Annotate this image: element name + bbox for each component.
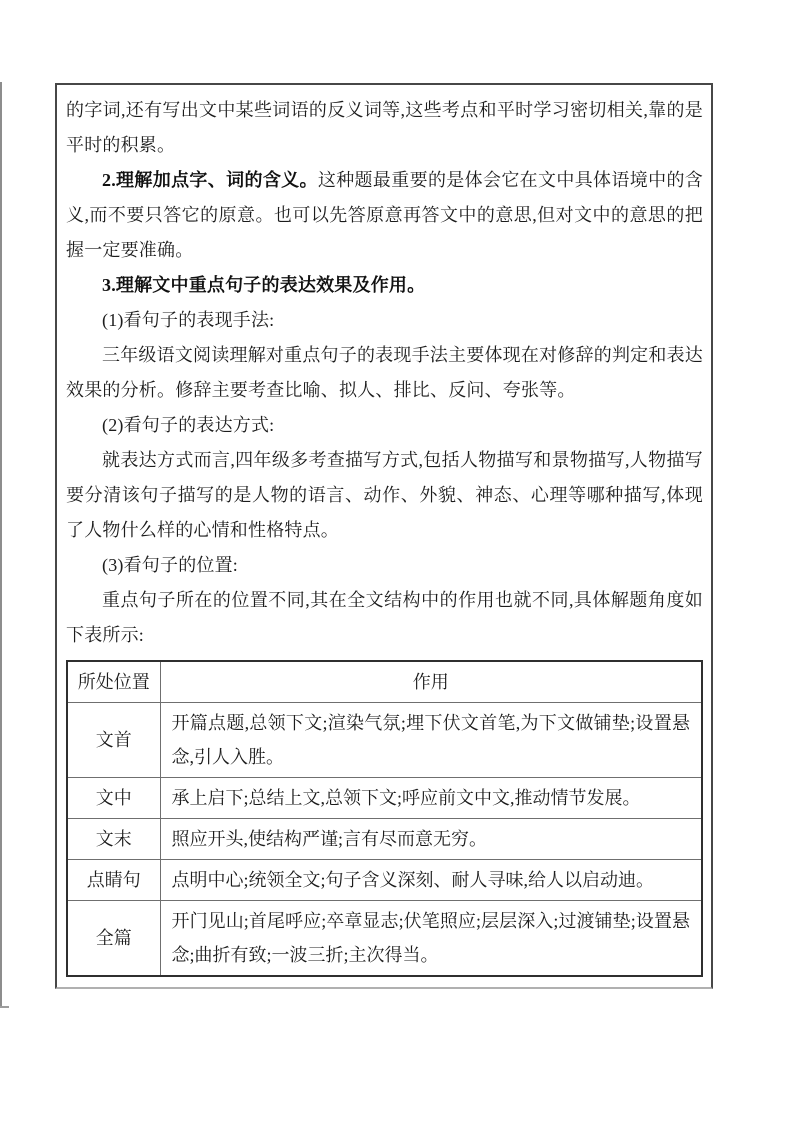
position-cell: 文中 <box>67 778 160 819</box>
table-row <box>67 703 702 778</box>
paragraph-sub-3-title: (3)看句子的位置: <box>102 555 238 575</box>
effect-cell: 开篇点题,总领下文;渲染气氛;埋下伏文首笔,为下文做铺垫;设置悬念,引人入胜。 <box>160 703 702 778</box>
table-row <box>67 860 702 901</box>
point-2-heading: 2.理解加点字、词的含义。 <box>102 170 318 190</box>
effect-cell: 照应开头,使结构严谨;言有尽而意无穷。 <box>160 819 702 860</box>
effect-cell: 承上启下;总结上文,总领下文;呼应前文中文,推动情节发展。 <box>160 778 702 819</box>
adjacent-page-border-fragment <box>0 82 2 1008</box>
paragraph-continuation: 的字词,还有写出文中某些词语的反义词等,这些考点和平时学习密切相关,靠的是平时的积累。 <box>66 100 703 155</box>
table-row <box>67 778 702 819</box>
paragraph-sub-2-title: (2)看句子的表达方式: <box>102 415 275 435</box>
sentence-position-table <box>66 660 703 977</box>
table-row <box>67 819 702 860</box>
position-cell: 全篇 <box>67 901 160 977</box>
paragraph-sub-1-body: 三年级语文阅读理解对重点句子的表现手法主要体现在对修辞的判定和表达效果的分析。修辞主要考查比喻、拟人、排比、反问、夸张等。 <box>66 345 703 400</box>
header-position: 所处位置 <box>67 661 160 703</box>
paragraph-point-3 <box>66 268 703 303</box>
position-cell: 点睛句 <box>67 860 160 901</box>
point-3-heading: 3.理解文中重点句子的表达效果及作用。 <box>102 275 426 295</box>
paragraph-sub-3-body: 重点句子所在的位置不同,其在全文结构中的作用也就不同,具体解题角度如下表所示: <box>66 590 703 645</box>
point-2-body: 这种题最重要的是体会它在文中具体语境中的含义,而不要只答它的原意。也可以先答原意再答文中的意思,但对文中的意思的把握一定要准确。 <box>66 170 703 260</box>
content-box <box>55 83 713 989</box>
table-row <box>67 901 702 977</box>
paragraph-sub-2-body: 就表达方式而言,四年级多考查描写方式,包括人物描写和景物描写,人物描写要分清该句子描写的是人物的语言、动作、外貌、神态、心理等哪种描写,体现了人物什么样的心情和性格特点。 <box>66 450 703 540</box>
paragraph-point-2 <box>66 163 703 268</box>
position-cell: 文首 <box>67 703 160 778</box>
header-effect: 作用 <box>160 661 702 703</box>
effect-cell: 点明中心;统领全文;句子含义深刻、耐人寻味,给人以启动迪。 <box>160 860 702 901</box>
adjacent-page-border-corner <box>0 1006 9 1008</box>
position-cell: 文末 <box>67 819 160 860</box>
paragraph-sub-1-title: (1)看句子的表现手法: <box>102 310 275 330</box>
table-header-row <box>67 661 702 703</box>
effect-cell: 开门见山;首尾呼应;卒章显志;伏笔照应;层层深入;过渡铺垫;设置悬念;曲折有致;一波三折;主次得当。 <box>160 901 702 977</box>
